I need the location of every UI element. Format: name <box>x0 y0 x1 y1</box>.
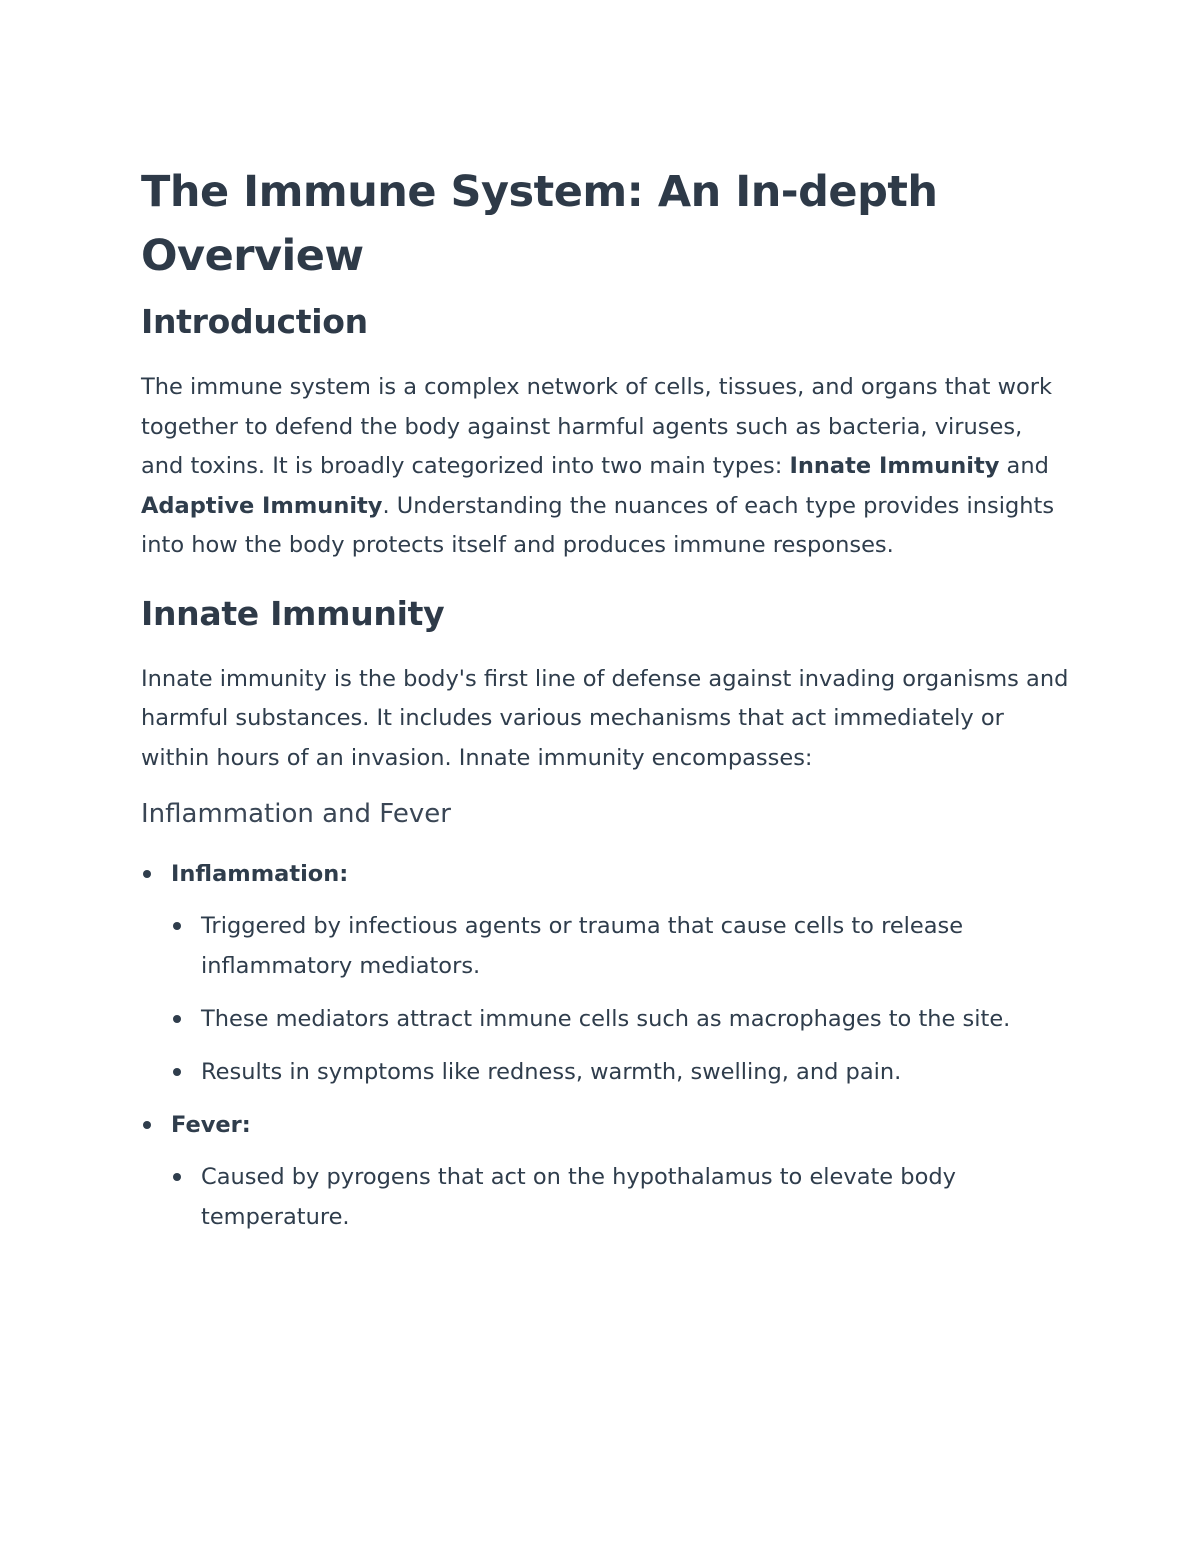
bullet-icon <box>143 1121 151 1129</box>
innate-bullet-list <box>141 854 1071 1237</box>
list-item <box>171 906 1071 986</box>
inflammation-sublist <box>171 906 1071 1092</box>
intro-bold-adaptive: Adaptive Immunity <box>141 492 383 519</box>
section-heading-introduction: Introduction <box>141 302 368 341</box>
list-item-text: These mediators attract immune cells such as macrophages to the site. <box>201 1006 1011 1032</box>
document-page <box>141 160 1071 1250</box>
bullet-icon <box>173 1068 181 1076</box>
bullet-icon <box>173 1173 181 1181</box>
subheading-inflammation-fever: Inflammation and Fever <box>141 799 451 829</box>
list-item-text: Caused by pyrogens that act on the hypothalamus to elevate body temperature. <box>201 1164 956 1230</box>
innate-paragraph: Innate immunity is the body's first line of defense against invading organisms and harmful substances. It includes various mechanisms that act immediately or within hours of an invasion. Innate immunity encompasses: <box>141 665 1069 771</box>
list-item-text: Triggered by infectious agents or trauma that cause cells to release inflammatory mediators. <box>201 913 964 979</box>
bullet-icon <box>173 1015 181 1023</box>
list-item-text: Results in symptoms like redness, warmth, swelling, and pain. <box>201 1059 902 1085</box>
inflammation-label: Inflammation: <box>171 861 349 887</box>
intro-text-3: . Understanding the nuances of each type provides insights into how the body protects itself and produces immune responses. <box>141 492 1055 558</box>
bullet-icon <box>173 922 181 930</box>
intro-text-2: and <box>999 453 1049 479</box>
intro-text-1: The immune system is a complex network of cells, tissues, and organs that work together to defend the body against harmful agents such as bacteria, viruses, and toxins. It is broadly categorized into two main types: <box>141 374 1053 479</box>
intro-paragraph <box>141 368 1071 566</box>
list-item <box>171 1157 1071 1237</box>
fever-sublist <box>171 1157 1071 1237</box>
document-title <box>141 160 1071 288</box>
fever-label: Fever: <box>171 1112 251 1138</box>
title-line-1: The Immune System: An In-depth <box>141 167 938 217</box>
bullet-icon <box>143 870 151 878</box>
list-item-inflammation <box>141 854 1071 1092</box>
list-item <box>171 1052 1071 1092</box>
list-item-fever <box>141 1105 1071 1237</box>
title-line-2: Overview <box>141 231 364 281</box>
section-heading-innate-immunity: Innate Immunity <box>141 593 445 633</box>
list-item <box>171 999 1071 1039</box>
intro-bold-innate: Innate Immunity <box>789 453 1000 479</box>
